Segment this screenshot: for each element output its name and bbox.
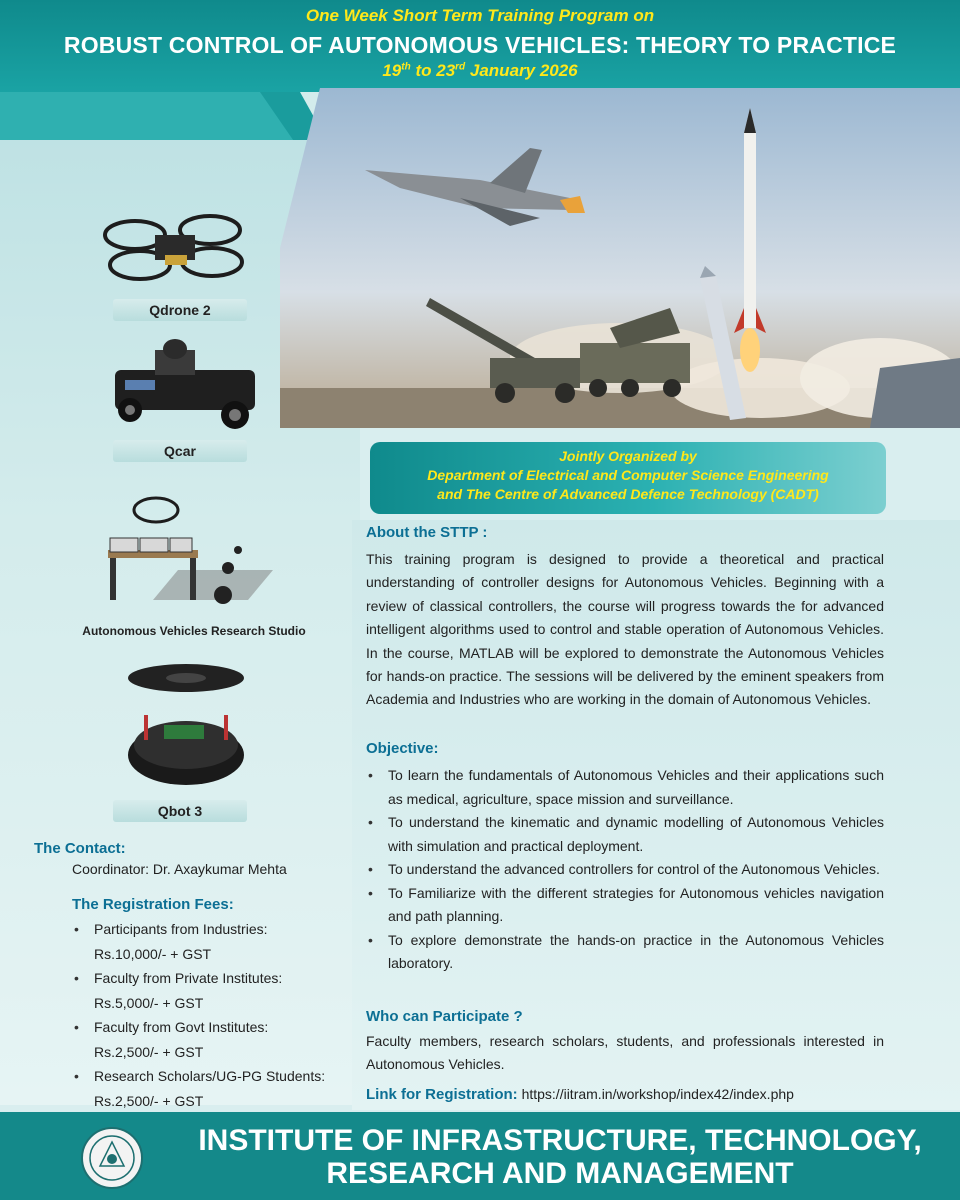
registration-link-row <box>366 1086 794 1103</box>
fee-item: • Faculty from Govt Institutes: Rs.2,500/- + GST <box>72 1015 362 1064</box>
qcar-image <box>105 335 265 435</box>
participants-heading: Who can Participate ? <box>366 1008 523 1025</box>
qbot-image <box>124 660 248 800</box>
objective-item: • To understand the advanced controllers for control of the Autonomous Vehicles. <box>366 858 884 882</box>
participants-text: Faculty members, research scholars, students, and professionals interested in Autonomous Vehicles. <box>366 1033 884 1073</box>
fee-item: • Participants from Industries: Rs.10,000/- + GST <box>72 917 362 966</box>
objective-item: • To Familiarize with the different strategies for Autonomous vehicles navigation and path planning. <box>366 882 884 929</box>
product-caption-qdrone: Qdrone 2 <box>113 299 247 321</box>
hero-image <box>280 88 960 428</box>
program-dates: 19th to 23rd January 2026 <box>382 61 578 80</box>
research-studio-image <box>98 490 278 610</box>
objective-heading: Objective: <box>366 740 439 757</box>
fee-item: • Faculty from Private Institutes: Rs.5,000/- + GST <box>72 966 362 1015</box>
organizers-line: Jointly Organized by <box>559 448 697 464</box>
fees-heading: The Registration Fees: <box>72 896 234 913</box>
objective-item: • To understand the kinematic and dynamic modelling of Autonomous Vehicles with simulation and practical deployment. <box>366 811 884 858</box>
qdrone-image <box>100 200 250 295</box>
objective-item: • To explore demonstrate the hands-on practice in the Autonomous Vehicles laboratory. <box>366 929 884 976</box>
product-caption-qbot: Qbot 3 <box>113 800 247 822</box>
program-title: ROBUST CONTROL OF AUTONOMOUS VEHICLES: THEORY TO PRACTICE <box>63 32 897 58</box>
about-text: This training program is designed to provide a theoretical and practical understanding of controller designs for Autonomous Vehicles. Beginning with a review of classical controllers, the course will progress towards the for advanced intelligent algorithms used to control and stable operation of Autonomous Vehicles. In the course, MATLAB will be explored to demonstrate the Autonomous Vehicles for hands-on practice. The sessions will be delivered by the eminent speakers from Academia and Industries who are working in the domain of Autonomous Vehicles. <box>366 551 884 708</box>
product-caption-studio: Autonomous Vehicles Research Studio <box>82 624 306 638</box>
institute-name-line: INSTITUTE OF INFRASTRUCTURE, TECHNOLOGY, <box>198 1124 922 1157</box>
registration-url-link[interactable]: https://iitram.in/workshop/index42/index.php <box>521 1086 794 1102</box>
organizers-line: Department of Electrical and Computer Science Engineering <box>427 467 829 483</box>
fees-list <box>72 917 362 1113</box>
organizers-banner <box>370 442 886 514</box>
contact-heading: The Contact: <box>34 840 126 857</box>
product-caption-qcar: Qcar <box>113 440 247 462</box>
registration-label: Link for Registration: <box>366 1086 518 1103</box>
institute-seal-icon <box>80 1126 144 1190</box>
program-subtitle: One Week Short Term Training Program on <box>305 6 655 25</box>
institute-name-line: RESEARCH AND MANAGEMENT <box>326 1157 794 1190</box>
institute-name <box>170 1124 950 1190</box>
coordinator-text: Coordinator: Dr. Axaykumar Mehta <box>72 861 287 877</box>
about-heading: About the STTP : <box>366 524 488 541</box>
objective-list <box>366 764 884 976</box>
organizers-line: and The Centre of Advanced Defence Technology (CADT) <box>437 486 819 502</box>
fee-item: • Research Scholars/UG-PG Students: Rs.2,500/- + GST <box>72 1064 362 1113</box>
objective-item: • To learn the fundamentals of Autonomous Vehicles and their applications such as medical, agriculture, space mission and surveillance. <box>366 764 884 811</box>
